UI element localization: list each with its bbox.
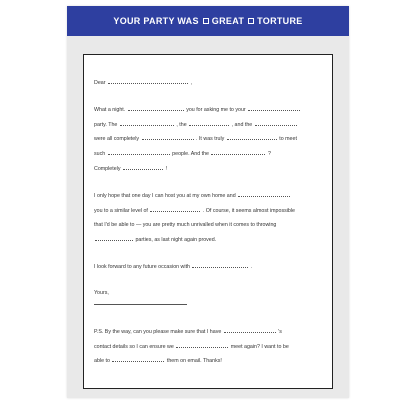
- blank[interactable]: [227, 135, 277, 140]
- blank[interactable]: [142, 135, 194, 140]
- letter-line: party. The , the , and the: [94, 121, 298, 128]
- letter-line: able to them on email. Thanks!: [94, 358, 222, 364]
- letter-sheet: [83, 54, 333, 389]
- option-torture-label: TORTURE: [257, 16, 303, 26]
- blank[interactable]: [211, 150, 265, 155]
- blank[interactable]: [176, 343, 228, 348]
- letter-line: Dear ,: [94, 80, 192, 86]
- letter-line: such people. And the ?: [94, 151, 271, 157]
- blank[interactable]: [128, 106, 184, 111]
- letter-line: contact details so I can ensure we meet again? I want to be: [94, 344, 289, 350]
- letter-line: I only hope that one day I can host you at my own home and: [94, 192, 291, 199]
- blank[interactable]: [192, 263, 248, 268]
- checkbox-great-icon[interactable]: [203, 18, 209, 24]
- letter-line: were all completely . It was truly to meet: [94, 136, 297, 142]
- checkbox-torture-icon[interactable]: [248, 18, 254, 24]
- blank[interactable]: [123, 165, 163, 170]
- party-card: [67, 6, 349, 398]
- blank[interactable]: [112, 357, 164, 362]
- letter-line: What a night. you for asking me to your: [94, 106, 301, 113]
- letter-line: you to a similar level of . Of course, it seems almost impossible: [94, 208, 295, 214]
- blank[interactable]: [189, 121, 229, 126]
- header-prefix: YOUR PARTY WAS: [113, 16, 199, 26]
- blank-recipient[interactable]: [108, 79, 188, 84]
- blank[interactable]: [248, 106, 300, 111]
- blank[interactable]: [150, 207, 200, 212]
- blank[interactable]: [108, 150, 170, 155]
- blank[interactable]: [95, 236, 133, 241]
- letter-line: that I'd be able to — you are pretty much unrivalled when it comes to throwing: [94, 222, 277, 228]
- blank[interactable]: [255, 121, 297, 126]
- letter-line: P.S. By the way, can you please make sure that I have 's: [94, 329, 282, 335]
- blank[interactable]: [120, 121, 174, 126]
- letter-line: Completely !: [94, 166, 167, 172]
- option-great-label: GREAT: [211, 16, 245, 26]
- blank[interactable]: [238, 192, 290, 197]
- header-banner: [67, 6, 349, 36]
- letter-line: I look forward to any future occasion with .: [94, 264, 253, 270]
- blank[interactable]: [224, 328, 276, 333]
- signature-line[interactable]: [94, 304, 187, 305]
- letter-line: parties, as last night again proved.: [94, 236, 216, 243]
- letter-line: Yours,: [94, 290, 109, 296]
